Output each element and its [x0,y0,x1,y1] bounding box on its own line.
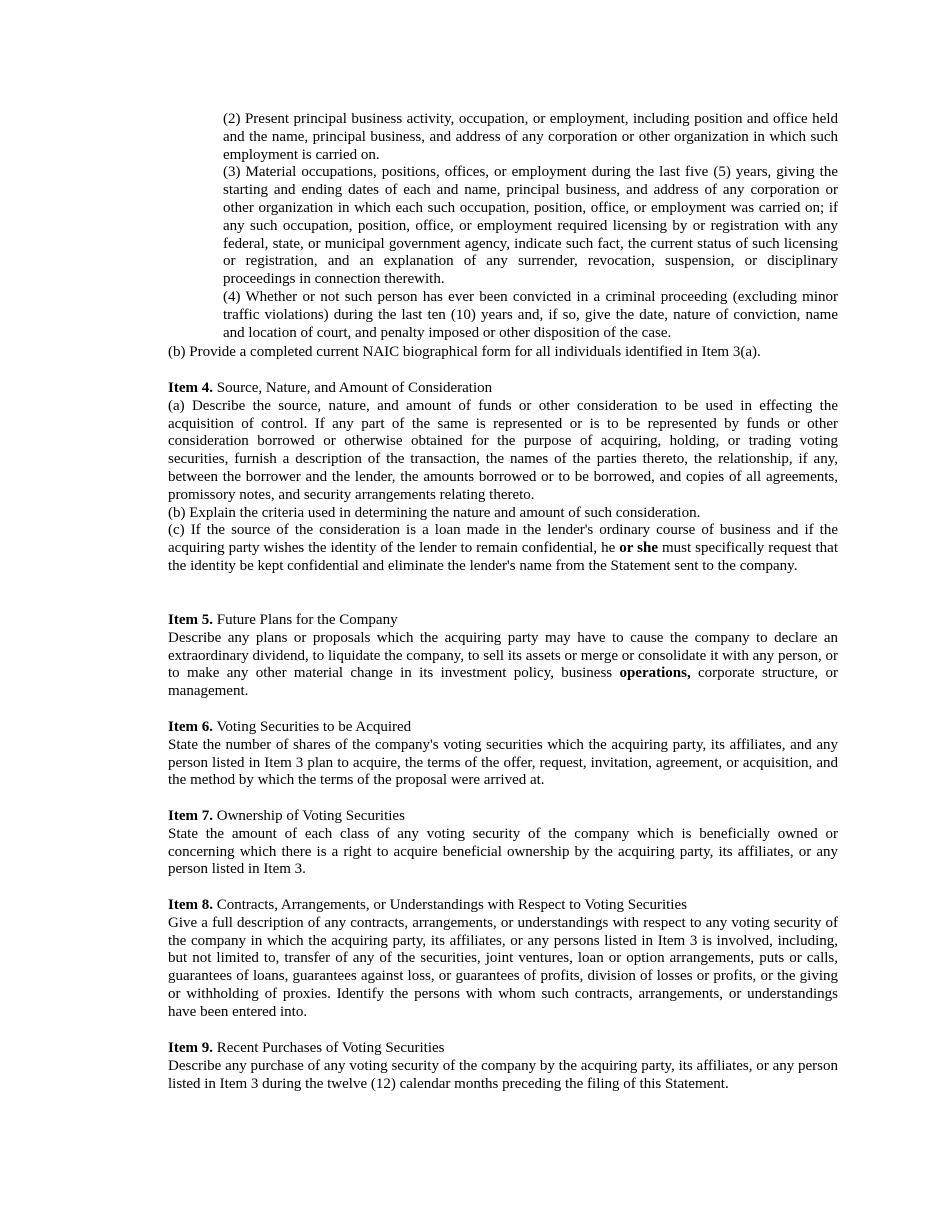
item5-label: Item 5. [168,612,213,628]
item4-paragraph-a: (a) Describe the source, nature, and amount of funds or other consideration to be used in effecting the acquisition of control. If any part of the same is represented or is to be represented by funds or other consideration borrowed or otherwise obtained for the purpose of acquiring, holding, or trading voting securities, furnish a description of the transaction, the names of the parties thereto, the relationship, if any, between the borrower and the lender, the amounts borrowed or to be borrowed, and copies of all agreements, promissory notes, and security arrangements relating thereto. [168,397,838,503]
item4-c-bold: or she [619,540,658,557]
item5-before: Describe any plans or proposals which the acquiring party may have to cause the company to declare an extraordinary dividend, to liquidate the company, to sell its assets or merge or consolidate it with any person, or to make any other material change in its investment policy, business [168,629,838,682]
item6-paragraph: State the number of shares of the company's voting securities which the acquiring party, its affiliates, and any person listed in Item 3 plan to acquire, the terms of the offer, request, invitation, agreement, or acquisition, and the method by which the terms of the proposal were arrived at. [168,736,838,789]
item6-title: Voting Securities to be Acquired [216,719,412,735]
item3-subitems [223,111,838,342]
item4-c-before: (c) If the source of the consideration is a loan made in the lender's ordinary course of business and if the acquiring party wishes the identity of the lender to remain confidential, he [168,522,838,557]
item5-after: corporate structure, or management. [168,665,838,700]
item9-title: Recent Purchases of Voting Securities [216,1040,445,1056]
item8-heading [168,897,838,915]
item7-title: Ownership of Voting Securities [216,808,405,824]
item7-paragraph: State the amount of each class of any voting security of the company which is beneficially owned or concerning which there is a right to acquire beneficial ownership by the acquiring party, its affiliates, or any person listed in Item 3. [168,825,838,878]
item6-label: Item 6. [168,719,213,735]
item9-section [168,1040,838,1093]
item5-section [168,612,838,701]
item3b-section [168,344,838,362]
item9-paragraph: Describe any purchase of any voting security of the company by the acquiring party, its affiliates, or any person listed in Item 3 during the twelve (12) calendar months preceding the filing of this Statement. [168,1057,838,1092]
item7-heading [168,808,838,826]
subitem-4: (4) Whether or not such person has ever been convicted in a criminal proceeding (excluding minor traffic violations) during the last ten (10) years and, if so, give the date, nature of conviction, name and location of court, and penalty imposed or other disposition of the case. [223,288,838,341]
item7-label: Item 7. [168,808,213,824]
item8-label: Item 8. [168,897,213,913]
item4-paragraph-c [168,522,838,575]
item9-label: Item 9. [168,1040,213,1056]
subitem-2: (2) Present principal business activity, occupation, or employment, including position and office held and the name, principal business, and address of any corporation or other organization in which such employment is carried on. [223,111,838,163]
item6-section [168,719,838,790]
item5-bold: operations, [619,665,691,682]
item5-heading [168,612,838,630]
item9-heading [168,1040,838,1058]
item4-c-after: must specifically request that the identity be kept confidential and eliminate the lender's name from the Statement sent to the company. [168,540,838,574]
item8-section [168,897,838,1022]
item4-label: Item 4. [168,380,213,396]
item5-title: Future Plans for the Company [216,612,398,628]
item4-heading [168,380,838,398]
item8-title: Contracts, Arrangements, or Understandings with Respect to Voting Securities [216,897,687,913]
item5-paragraph [168,630,838,701]
item4-title: Source, Nature, and Amount of Consideration [216,380,493,396]
item4-section [168,380,838,576]
item3b-paragraph: (b) Provide a completed current NAIC biographical form for all individuals identified in Item 3(a). [168,344,761,360]
item8-paragraph: Give a full description of any contracts, arrangements, or understandings with respect to any voting security of the company in which the acquiring party, its affiliates, or any persons listed in Item 3 is involved, including, but not limited to, transfer of any of the securities, joint ventures, loan or option arrangements, puts or calls, guarantees of loans, guarantees against loss, or guarantees of profits, division of losses or profits, or the giving or withholding of proxies. Identify the persons with whom such contracts, arrangements, or understandings have been entered into. [168,914,838,1020]
item6-heading [168,719,838,737]
item7-section [168,808,838,879]
item4-paragraph-b: (b) Explain the criteria used in determining the nature and amount of such consideration. [168,504,701,521]
subitem-3: (3) Material occupations, positions, offices, or employment during the last five (5) years, giving the starting and ending dates of each and name, principal business, and address of any corporation or other organization in which each such occupation, position, office, or employment was carried on; if any such occupation, position, office, or employment required licensing by or registration with any federal, state, or municipal government agency, indicate such fact, the current status of such licensing or registration, and an explanation of any surrender, revocation, suspension, or disciplinary proceedings in connection therewith. [223,164,838,288]
